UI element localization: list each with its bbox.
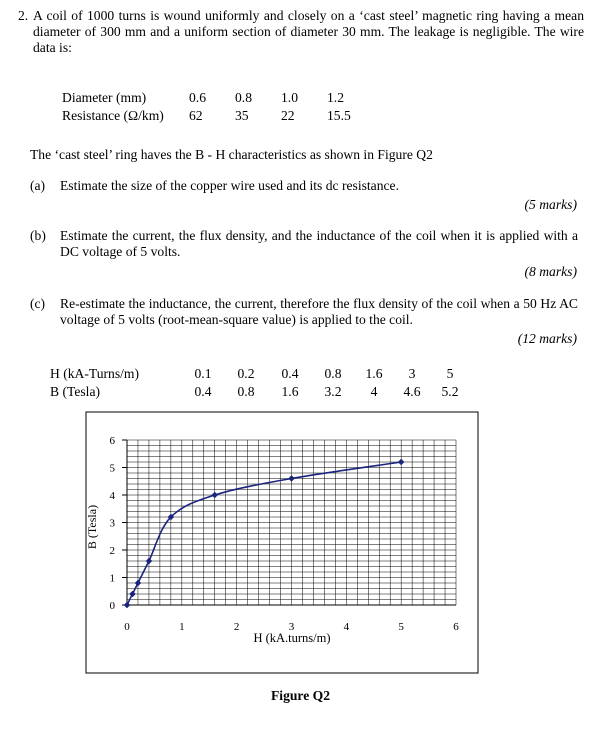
- data-point: [146, 558, 152, 564]
- y-tick-label: 6: [109, 435, 115, 447]
- table-cell: 0.4: [194, 384, 212, 400]
- data-point: [129, 591, 135, 597]
- table-cell: 62: [189, 108, 203, 124]
- table-cell: 1.2: [327, 90, 344, 105]
- data-point: [289, 476, 295, 482]
- bh-intro: The ‘cast steel’ ring haves the B - H characteristics as shown in Figure Q2: [30, 147, 433, 162]
- question-text: A coil of 1000 turns is wound uniformly and closely on a ‘cast steel’ magnetic ring having a mean diameter of 300 mm and a uniform section of diameter 30 mm. The leakage is negligible. The wire data is:: [33, 8, 584, 56]
- y-tick-label: 3: [109, 517, 115, 530]
- table-cell: 4: [370, 384, 378, 400]
- data-point: [212, 492, 218, 498]
- table-cell: 0.8: [237, 384, 255, 400]
- table-cell: 5: [446, 366, 454, 381]
- table-cell: 0.6: [189, 90, 206, 105]
- y-tick-label: 0: [109, 600, 115, 612]
- x-tick-label: 6: [453, 621, 459, 633]
- data-point: [124, 602, 130, 608]
- data-point: [135, 580, 141, 586]
- marks: (8 marks): [524, 264, 577, 279]
- table-cell: 35: [235, 108, 249, 124]
- x-tick-label: 1: [179, 621, 185, 633]
- table-cell: 0.8: [324, 366, 342, 381]
- diameter-label: Diameter (mm): [62, 90, 147, 105]
- part-text: Re-estimate the inductance, the current, therefore the flux density of the coil when a 50 Hz AC voltage of 5 volts (root-mean-square value) is applied to the coil.: [60, 296, 578, 328]
- table-cell: 3.2: [324, 384, 342, 400]
- table-cell: 1.6: [365, 366, 383, 381]
- x-axis-title: H (kA.turns/m): [253, 631, 331, 645]
- table-cell: 5.2: [441, 384, 459, 400]
- marks: (12 marks): [517, 331, 577, 346]
- table-cell: 1.6: [281, 384, 299, 400]
- part-tag: (c): [30, 296, 46, 311]
- b-label: B (Tesla): [50, 384, 101, 400]
- table-cell: 0.4: [281, 366, 299, 381]
- x-tick-label: 5: [398, 621, 404, 633]
- part-text: Estimate the size of the copper wire used and its dc resistance.: [60, 178, 399, 193]
- data-point: [398, 459, 404, 465]
- resistance-label: Resistance (Ω/km): [62, 108, 164, 124]
- table-cell: 0.1: [194, 366, 212, 381]
- table-cell: 22: [281, 108, 295, 124]
- table-cell: 0.8: [235, 90, 252, 105]
- x-tick-label: 4: [343, 621, 350, 633]
- question-number: 2.: [18, 8, 29, 23]
- x-tick-label: 2: [233, 621, 240, 633]
- part-tag: (b): [30, 228, 46, 243]
- table-cell: 0.2: [237, 366, 255, 381]
- table-cell: 3: [408, 366, 416, 381]
- part-tag: (a): [30, 178, 46, 193]
- part-text: Estimate the current, the flux density, and the inductance of the coil when it is applied with a DC voltage of 5 volts.: [60, 228, 578, 260]
- y-tick-label: 1: [109, 572, 115, 585]
- x-tick-label: 0: [124, 621, 130, 633]
- x-tick-label: 3: [288, 621, 295, 633]
- y-tick-label: 5: [109, 462, 115, 475]
- figure-caption: Figure Q2: [270, 688, 331, 703]
- table-cell: 4.6: [403, 384, 421, 400]
- y-tick-label: 4: [109, 490, 115, 502]
- y-axis-title: B (Tesla): [85, 504, 99, 550]
- table-cell: 1.0: [281, 90, 298, 105]
- h-label: H (kA-Turns/m): [50, 366, 139, 381]
- table-cell: 15.5: [327, 108, 351, 124]
- marks: (5 marks): [524, 197, 577, 212]
- y-tick-label: 2: [109, 545, 115, 557]
